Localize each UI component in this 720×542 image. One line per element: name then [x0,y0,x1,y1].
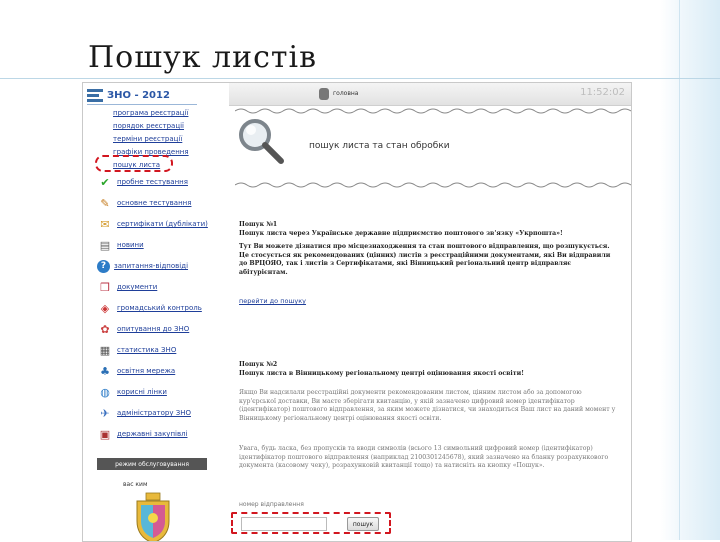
site-logo[interactable] [87,87,170,103]
search-2-title: Пошук №2 [239,361,278,368]
tracking-number-label: номер відправлення [239,501,304,508]
heading-wavy-divider [235,181,631,189]
diamond-icon: ◈ [100,301,110,315]
sidebar-item-procurement[interactable] [83,426,219,442]
sidebar-item-label: запитання-відповіді [114,262,189,270]
sidebar-item-label: адміністратору ЗНО [117,409,191,417]
cart-icon: ▣ [99,427,111,441]
admin-icon: ✈ [100,406,110,420]
coat-of-arms-icon [131,491,175,542]
sidebar-item-main-testing[interactable] [83,195,219,211]
search-2-instructions: Увага, будь ласка, без пропусків та вводи символів (всього 13 символьний цифровий номер (ідентифікатор) ідентифікатор поштового відправлення (наприклад 2100301245678), який зазначено на бланку розрахункового документа (касовому чеку), розрахунковій квитанції тощо) та натисніть на кнопку «Пошук». [239,445,609,470]
go-to-search-link[interactable]: перейти до пошуку [239,297,307,305]
search-2-block [239,361,619,378]
clock: 11:52:02 [580,87,625,98]
main-content [229,83,631,541]
home-icon[interactable] [319,88,329,100]
globe-icon: ◍ [100,385,110,399]
search-2-body [239,389,619,423]
sidebar-item-label: пробне тестування [117,178,188,186]
top-navigation-bar [229,83,631,106]
sidebar-item-label: сертифікати (дублікати) [117,220,208,228]
crest-caption: вас ким [123,481,148,488]
sidebar-item-documents[interactable] [83,279,219,295]
document-icon: ❒ [100,280,110,294]
sidebar-item-label: громадський контроль [117,304,202,312]
search-1-subtitle: Пошук листа через Українське державне підприємство поштового зв'язку «Укрпошта»! [239,229,563,237]
question-icon: ? [97,260,110,273]
news-icon: ▤ [99,238,111,252]
search-2-subtitle: Пошук листа в Вінницькому регіональному центрі оцінювання якості освіти! [239,369,524,377]
schedule-button[interactable]: режим обслуговування [97,458,207,470]
sidebar-item-admin[interactable] [83,405,219,421]
logo-text: ЗНО - 2012 [107,89,170,101]
survey-icon: ✿ [100,322,110,336]
sidebar-item-certificates[interactable] [83,216,219,232]
logo-icon [87,88,103,102]
logo-underline [87,104,197,105]
sidebar-item-label: статистика ЗНО [117,346,177,354]
sidebar-item-label: освітня мережа [117,367,176,375]
top-wavy-divider [235,107,631,115]
sidebar-item-public-control[interactable] [83,300,219,316]
search-1-block [239,221,619,238]
sidebar-item-label: основне тестування [117,199,192,207]
sidebar-item-trial-testing[interactable] [83,174,219,190]
letter-search-highlight [95,155,173,172]
stats-icon: ▦ [99,343,111,357]
magnifier-icon [237,117,285,165]
sidebar-item-registration-order[interactable]: порядок реєстрації [113,122,184,130]
tracking-number-input[interactable] [241,517,327,531]
pencil-icon: ✎ [100,196,110,210]
search-1-title: Пошук №1 [239,221,278,228]
check-icon: ✔ [100,175,110,189]
search-1-body [239,243,619,277]
sidebar-item-label: державні закупівлі [117,430,188,438]
sidebar-item-faq[interactable] [83,258,219,274]
search-2-description: Якщо Ви надсилали реєстраційні документи рекомендованим листом, цінним листом або за допомогою кур'єрської доставки, Ви маєте зберігати квитанцію, у якій зазначено цифровий номер ідентифікатор (ідентифікатор) поштового відправлення, за яким можете дізнатися, чи знаходиться Ваш лист на даний момент у Вінницькому регіональному центрі оцінювання якості освіти. [239,389,616,422]
slide-title: Пошук листів [88,40,317,75]
sidebar-item-registration-program[interactable]: програма реєстрації [113,109,189,117]
slide-decoration-line [679,0,680,540]
title-divider [0,78,720,79]
sidebar-item-survey[interactable] [83,321,219,337]
sidebar-item-education-network[interactable] [83,363,219,379]
slide-decoration-band [660,0,720,540]
network-icon: ♣ [100,364,110,378]
sidebar-item-label: корисні лінки [117,388,167,396]
sidebar-item-registration-terms[interactable]: терміни реєстрації [113,135,183,143]
sidebar [83,83,223,541]
sidebar-item-label: новини [117,241,144,249]
sidebar-item-label: опитування до ЗНО [117,325,190,333]
website-screenshot [82,82,632,542]
search-1-description: Тут Ви можете дізнатися про місцезнаходження та стан поштового відправлення, що розшукується. Це стосується як рекомендованих (цінних) листів з реєстраційними документами, які Ви відправили до ВРЦОЯО, так і листів з Сертифікатами, які Вінницький регіональний центр відправляє абітурієнтам. [239,243,611,276]
certificate-icon: ✉ [100,217,110,231]
sidebar-item-useful-links[interactable] [83,384,219,400]
search-2-note [239,445,619,471]
sidebar-item-news[interactable] [83,237,219,253]
home-link[interactable]: головна [333,90,359,97]
search-button[interactable]: пошук [347,517,379,531]
sidebar-item-label: документи [117,283,158,291]
sidebar-item-letter-search[interactable]: пошук листа [113,161,161,169]
sidebar-item-statistics[interactable] [83,342,219,358]
sidebar-item-schedules[interactable]: графіки проведення [113,148,189,156]
page-heading: пошук листа та стан обробки [309,141,450,151]
